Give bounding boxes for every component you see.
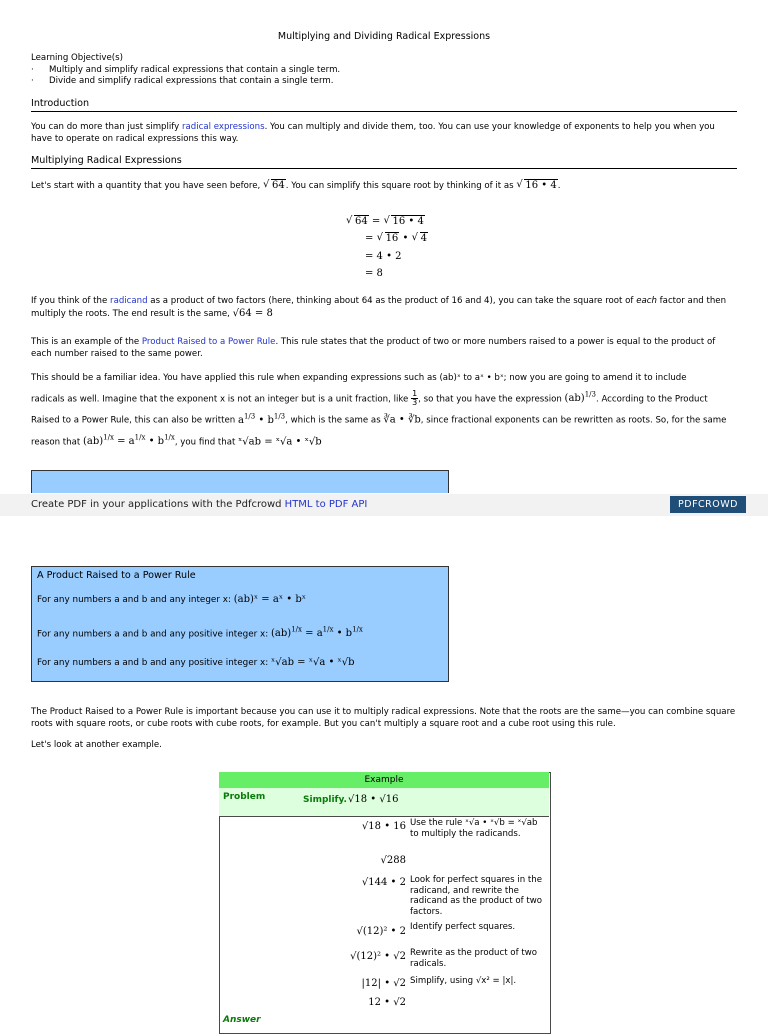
rule-line-2: For any numbers a and b and any positive integer x: $(ab)^{1/x} = a^{1/x}$ • $b^{1/x}$ [37,626,363,640]
multiplying-heading: Multiplying Radical Expressions [31,155,737,169]
ab-power-third: (ab)$^{1/3}$ [564,391,596,405]
example-header: Example [219,772,549,788]
problem-instruction: Simplify. [303,795,347,805]
learning-objectives [31,53,737,88]
derivation-line: = 4 • 2 [365,250,402,262]
multiplying-paragraph-2: If you think of the radicand as a product of two factors (here, thinking about 64 as the product of 16 and 4), you can take the square root of each factor and then multiply the roots. The end result is the same, √64 = 8 [31,296,727,319]
page-title: Multiplying and Dividing Radical Expressions [277,31,491,42]
radical-expressions-link[interactable]: radical expressions [181,122,265,132]
rule-box-title: A Product Raised to a Power Rule [37,570,196,581]
sqrt-16-4-math: √ 16 • 4 [516,180,557,192]
derivation-line: = √ 16 • √ 4 [346,230,428,247]
objective-item: · Divide and simplify radical expressions that contain a single term. [31,76,334,86]
lets-look-paragraph: Let's look at another example. [31,740,162,750]
rule-line-1: For any numbers a and b and any integer x: (ab)ˣ = aˣ • bˣ [37,594,306,605]
radicand-link[interactable]: radicand [110,296,148,306]
learning-objectives-heading: Learning Objective(s) [31,53,123,63]
sqrt-64-equals-8: √64 = 8 [232,307,273,319]
rule-box-partial [31,470,449,493]
ab-power-1-over-x: $(ab)^{1/x} = a^{1/x}$ • $b^{1/x}$ [83,433,175,447]
step-description: Identify perfect squares. [410,922,516,932]
answer-label: Answer [223,1015,261,1025]
introduction-paragraph: You can do more than just simplify radical expressions. You can multiply and divide them, too. You can use your knowledge of exponents to help you when you have to operate on radical expressions this way. [31,122,715,144]
derivation-line: = 8 [365,268,383,280]
problem-label: Problem [223,792,266,802]
cube-root-product: ∛a • ∛b [383,414,421,426]
step-description: Look for perfect squares in the radicand, and rewrite the radicand as the product of two factors. [410,875,543,917]
after-rule-paragraph: The Product Raised to a Power Rule is important because you can use it to multiply radical expressions. Note that the roots are the same—you can combine square roots with square roots, or cube roots with cube roots, for example. But you can't multiply a square root and a cube root using this rule. [31,707,736,729]
step-math: |12| • √2 [361,978,406,989]
unit-fraction: $\frac{1}{3}$ [412,389,418,408]
step-description: Rewrite as the product of two radicals. [410,948,537,969]
derivation-line: √ 64 = √ 16 • 4 [346,213,428,230]
step-math: √18 • 16 [361,821,406,832]
introduction-heading: Introduction [31,98,737,112]
footer-text: Create PDF in your applications with the Pdfcrowd HTML to PDF API [31,499,368,510]
derivation-block [346,213,428,283]
step-math: √288 [380,855,406,866]
pdfcrowd-button[interactable]: PDFCROWD [670,496,746,513]
sqrt-64-math: √ 64 [263,180,286,192]
a-third-times-b-third: $a^{1/3}$ • $b^{1/3}$ [237,412,286,426]
step-math: √(12)² • 2 [356,926,406,937]
xth-root-product: ˣ√ab = ˣ√a • ˣ√b [238,435,322,447]
multiplying-paragraph-4: This should be a familiar idea. You have applied this rule when expanding expressions such as (ab)ˣ to aˣ • bˣ; now you are going to amend it to include radicals as well. Imagine that the exponent x is not an integer but is a unit fraction, like $\frac{1}{3}$ , so that you have the expression (ab)$^{1/3}$. According to the Product Raised to a Power Rule, this can also be written $a^{1/3}$ • $b^{1/3}$, which is the same as ∛a • ∛b, since fractional exponents can be rewritten as roots. So, for the same reason that $(ab)^{1/x} = a^{1/x}$ • $b^{1/x}$, you find that ˣ√ab = ˣ√a • ˣ√b [31,373,727,447]
rule-line-3: For any numbers a and b and any positive integer x: ˣ√ab = ˣ√a • ˣ√b [37,657,355,668]
html-to-pdf-link[interactable]: HTML to PDF API [284,499,368,510]
step-math: 12 • √2 [368,997,406,1008]
step-math: √144 • 2 [361,877,406,888]
product-rule-link[interactable]: Product Raised to a Power Rule [141,337,276,347]
multiplying-paragraph-3: This is an example of the Product Raised to a Power Rule. This rule states that the product of two or more numbers raised to a power is equal to the product of each number raised to the same power. [31,337,716,359]
multiplying-paragraph-1: Let's start with a quantity that you have seen before, √ 64. You can simplify this square root by thinking of it as √ 16 • 4. [31,180,737,193]
problem-math: √18 • √16 [348,794,399,805]
step-description: Use the rule ˣ√a • ˣ√b = ˣ√ab to multiply the radicands. [410,818,538,839]
step-description: Simplify, using √x² = |x|. [410,976,517,986]
objective-item: · Multiply and simplify radical expressions that contain a single term. [31,64,341,75]
step-math: √(12)² • √2 [350,951,406,962]
